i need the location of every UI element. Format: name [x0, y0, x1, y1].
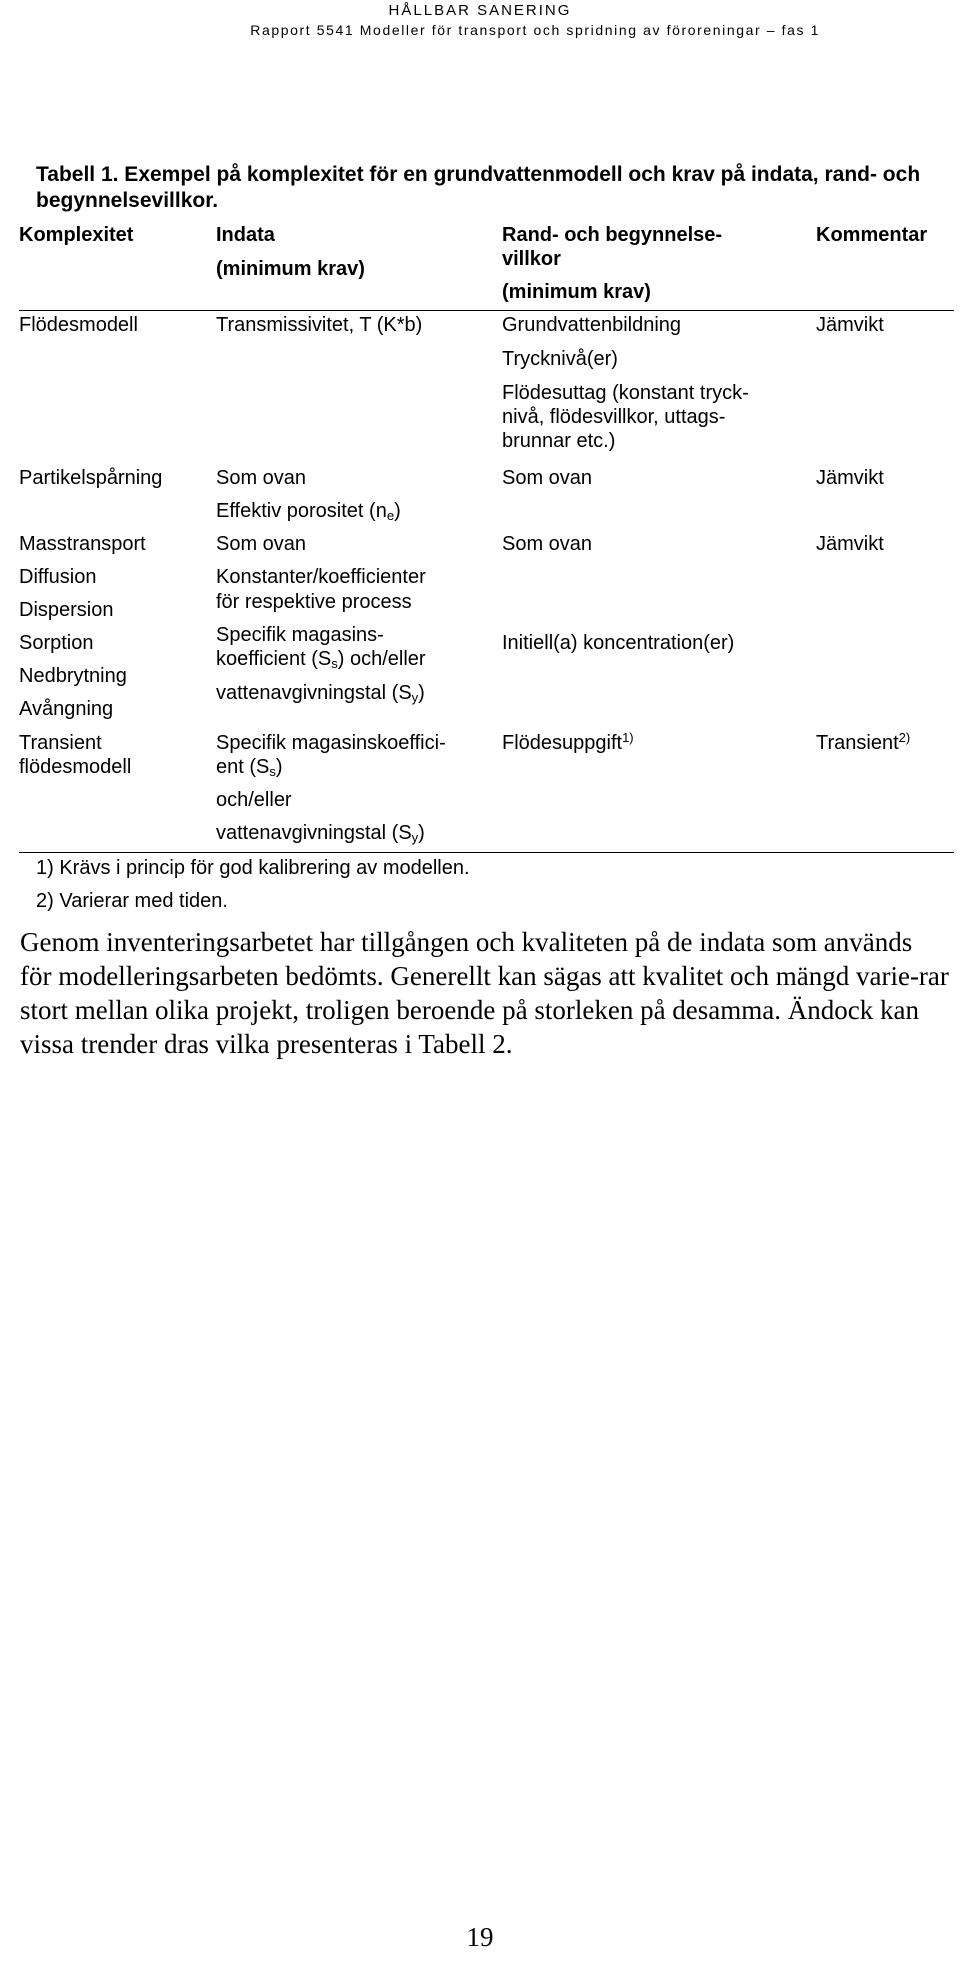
cell-processer-indata-3: Specifik magasins-	[216, 624, 384, 646]
cell-flodesmodell-rand-2: Trycknivå(er)	[502, 348, 618, 370]
cell-transient-rand: Flödesuppgift$^{1)}$	[502, 730, 634, 754]
header-indata-sub: (minimum krav)	[216, 258, 365, 280]
cell-masstransport: Masstransport	[19, 533, 146, 555]
cell-diffusion: Diffusion	[19, 566, 97, 588]
cell-dispersion: Dispersion	[19, 599, 114, 621]
header-rand-line1: Rand- och begynnelse-	[502, 224, 723, 246]
table-footnote-1: 1) Krävs i princip för god kalibrering av modellen.	[36, 857, 470, 879]
cell-transient-line1: Transient	[19, 732, 102, 754]
cell-masstransport-indata: Som ovan	[216, 533, 307, 555]
running-header-brand: HÅLLBAR SANERING	[388, 2, 572, 19]
header-kommentar: Kommentar	[816, 224, 928, 246]
cell-avangning: Avångning	[19, 698, 114, 720]
cell-masstransport-kommentar: Jämvikt	[816, 533, 884, 555]
cell-flodesmodell-kommentar: Jämvikt	[816, 314, 884, 336]
table-bottom-rule	[19, 852, 954, 853]
cell-flodesmodell-rand-5: brunnar etc.)	[502, 430, 616, 452]
header-rand-line2: villkor	[502, 248, 561, 270]
table-footnote-2: 2) Varierar med tiden.	[36, 890, 228, 912]
table-caption: Tabell 1. Exempel på komplexitet för en grundvattenmodell och krav på indata, rand- och begynnelsevillkor.	[36, 163, 921, 212]
page-number: 19	[466, 1922, 494, 1952]
cell-flodesmodell-rand-4: nivå, flödesvillkor, uttags-	[502, 406, 726, 428]
cell-partikelsparning: Partikelspårning	[19, 467, 163, 489]
table-header-rule	[19, 310, 954, 311]
cell-transient-indata-3: och/eller	[216, 789, 292, 811]
cell-processer-rand: Initiell(a) koncentration(er)	[502, 632, 735, 654]
cell-partikel-indata-2: Effektiv porositet $(n_e)$	[216, 500, 401, 523]
cell-sorption: Sorption	[19, 632, 94, 654]
cell-processer-indata-2: för respektive process	[216, 591, 412, 613]
cell-processer-indata-5: vattenavgivningstal $(S_y)$	[216, 682, 425, 705]
cell-transient-indata-2: ent $(S_s)$	[216, 756, 283, 779]
cell-nedbrytning: Nedbrytning	[19, 665, 127, 687]
cell-transient-line2: flödesmodell	[19, 756, 132, 778]
header-komplexitet: Komplexitet	[19, 224, 134, 246]
cell-processer-indata-1: Konstanter/koefficienter	[216, 566, 426, 588]
cell-flodesmodell-indata: Transmissivitet, T (K*b)	[216, 314, 423, 336]
cell-flodesmodell: Flödesmodell	[19, 314, 138, 336]
cell-partikel-rand: Som ovan	[502, 467, 593, 489]
cell-partikel-indata-1: Som ovan	[216, 467, 307, 489]
cell-processer-indata-4: koefficient $(S_s)$ och/eller	[216, 648, 426, 671]
cell-transient-kommentar: Transient$^{2)}$	[816, 730, 911, 754]
cell-masstransport-rand: Som ovan	[502, 533, 593, 555]
header-rand-sub: (minimum krav)	[502, 281, 651, 303]
cell-flodesmodell-rand-1: Grundvattenbildning	[502, 314, 682, 336]
cell-partikel-kommentar: Jämvikt	[816, 467, 884, 489]
body-paragraph: Genom inventeringsarbetet har tillgången och kvaliteten på de indata som används för modelleringsarbeten bedömts. Generellt kan sägas att kvalitet och mängd varie-rar stort mellan olika projekt, troligen beroende på storleken på desamma. Ändock kan vissa trender dras vilka presenteras i Tabell 2.	[20, 927, 949, 1059]
header-indata: Indata	[216, 224, 275, 246]
cell-flodesmodell-rand-3: Flödesuttag (konstant tryck-	[502, 382, 749, 404]
cell-transient-indata-1: Specifik magasinskoeffici-	[216, 732, 446, 754]
cell-transient-indata-4: vattenavgivningstal $(S_y)$	[216, 822, 425, 845]
running-header-report: Rapport 5541 Modeller för transport och spridning av föroreningar – fas 1	[250, 22, 820, 38]
